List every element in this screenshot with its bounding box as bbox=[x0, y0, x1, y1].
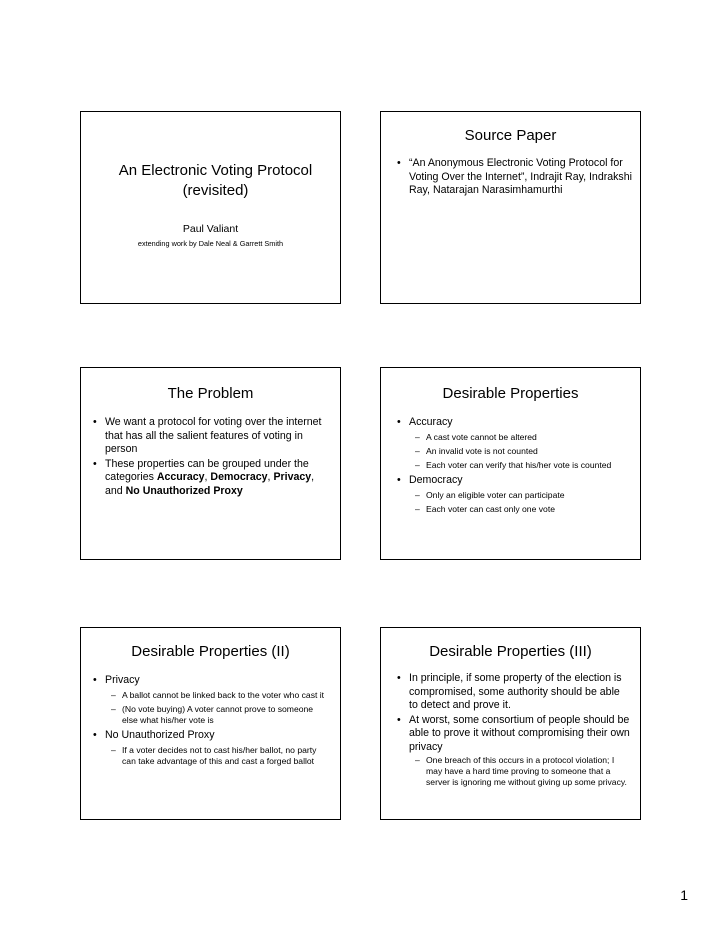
sub-bullet-item: – (No vote buying) A voter cannot prove to someone else what his/her vote is bbox=[105, 704, 328, 726]
bullet-text: Privacy bbox=[105, 674, 140, 686]
bullet-text: Democracy bbox=[409, 474, 463, 487]
bullet-item bbox=[393, 714, 630, 788]
bullet-list bbox=[89, 416, 328, 500]
slide-desirable-properties-2 bbox=[80, 627, 341, 820]
sub-bullet-item: – If a voter decides not to cast his/her ballot, no party can take advantage of this and cast a forged ballot bbox=[105, 745, 328, 767]
category-privacy: Privacy bbox=[273, 471, 312, 484]
slide-heading: Desirable Properties bbox=[442, 385, 579, 402]
bullet-item: • In principle, if some property of the election is compromised, some authority should be able to detect and prove it. bbox=[393, 672, 630, 713]
slide-title-page bbox=[80, 111, 341, 304]
sub-bullet-list bbox=[105, 690, 328, 727]
bullet-list bbox=[89, 674, 328, 770]
sub-bullet-item: – Each voter can cast only one vote bbox=[409, 504, 630, 515]
category-no-unauthorized-proxy: No Unauthorized Proxy bbox=[125, 484, 243, 497]
separator: , bbox=[204, 471, 211, 484]
bullet-item-accuracy bbox=[393, 416, 630, 471]
sub-bullet-item: – One breach of this occurs in a protocol violation; I may have a hard time proving to someone that a server is ignoring me without giving up some privacy. bbox=[409, 755, 630, 789]
sub-bullet-list bbox=[409, 432, 630, 472]
bullet-list bbox=[393, 672, 630, 791]
bullet-text: No Unauthorized Proxy bbox=[105, 729, 215, 742]
bullet-text: These properties can be grouped under the categories bbox=[105, 457, 309, 484]
bullet-item-proxy bbox=[89, 729, 328, 767]
slide-heading: The Problem bbox=[167, 385, 254, 402]
bullet-item bbox=[89, 458, 328, 499]
bullet-list bbox=[393, 416, 630, 518]
sub-bullet-list bbox=[105, 745, 328, 767]
slide-heading: Desirable Properties (II) bbox=[131, 643, 290, 660]
author-credit: extending work by Dale Neal & Garrett Smith bbox=[137, 239, 284, 248]
page-number: 1 bbox=[680, 887, 688, 903]
category-democracy: Democracy bbox=[210, 471, 268, 484]
bullet-item: • We want a protocol for voting over the internet that has all the salient features of voting in person bbox=[89, 416, 328, 457]
slide-source-paper bbox=[380, 111, 641, 304]
sub-bullet-item: – An invalid vote is not counted bbox=[409, 446, 630, 457]
slide-heading: Source Paper bbox=[464, 127, 557, 144]
slide-heading: Desirable Properties (III) bbox=[429, 643, 592, 660]
sub-bullet-item: – A cast vote cannot be altered bbox=[409, 432, 630, 443]
slide-the-problem bbox=[80, 367, 341, 560]
bullet-item-democracy bbox=[393, 474, 630, 515]
sub-bullet-item: – A ballot cannot be linked back to the voter who cast it bbox=[105, 690, 328, 701]
bullet-text: Accuracy bbox=[409, 416, 453, 428]
sub-bullet-item: – Only an eligible voter can participate bbox=[409, 490, 630, 501]
bullet-list bbox=[393, 157, 632, 199]
author-name: Paul Valiant bbox=[182, 223, 239, 235]
sub-bullet-list bbox=[409, 755, 630, 789]
slide-desirable-properties-3 bbox=[380, 627, 641, 820]
bullet-item-privacy bbox=[89, 674, 328, 726]
presentation-title: An Electronic Voting Protocol (revisited) bbox=[118, 162, 313, 199]
category-accuracy: Accuracy bbox=[156, 471, 205, 484]
separator: , and bbox=[105, 471, 315, 497]
bullet-text: At worst, some consortium of people should be able to prove it without compromising their own privacy bbox=[409, 713, 630, 753]
slide-desirable-properties bbox=[380, 367, 641, 560]
separator: , bbox=[267, 471, 274, 484]
sub-bullet-item: – Each voter can verify that his/her vote is counted bbox=[409, 460, 630, 471]
bullet-item: • “An Anonymous Electronic Voting Protocol for Voting Over the Internet”, Indrajit Ray, Indrakshi Ray, Natarajan Narasimhamurthi bbox=[393, 157, 632, 198]
sub-bullet-list bbox=[409, 490, 630, 515]
